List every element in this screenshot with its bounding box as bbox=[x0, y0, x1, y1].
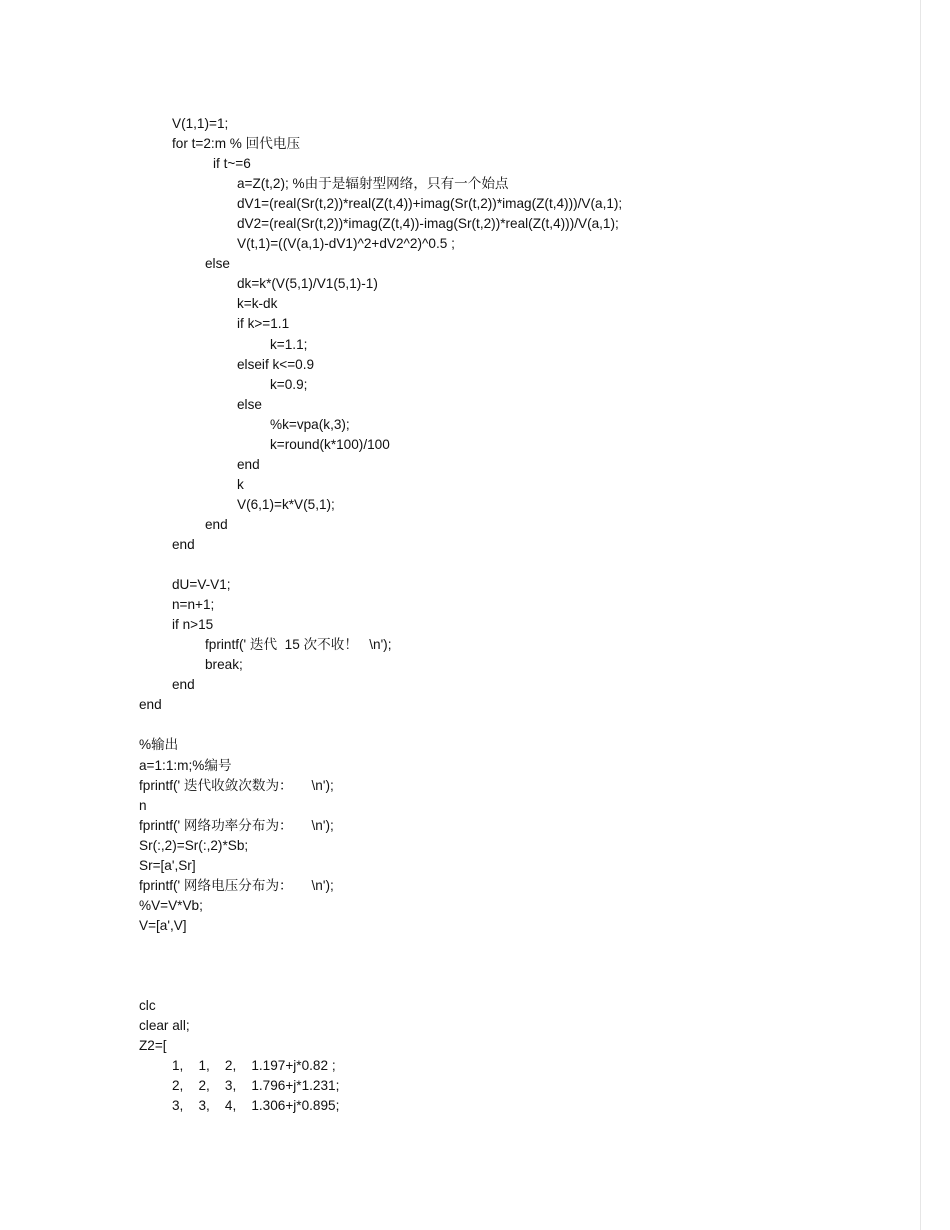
page-edge-divider bbox=[920, 0, 921, 1230]
code-line: 1, 1, 2, 1.197+j*0.82 ; bbox=[172, 1058, 336, 1074]
code-line: n=n+1; bbox=[172, 597, 215, 613]
code-line: dV1=(real(Sr(t,2))*real(Z(t,4))+imag(Sr(t,2))*imag(Z(t,4)))/V(a,1); bbox=[237, 196, 623, 212]
code-line: k=round(k*100)/100 bbox=[270, 436, 390, 452]
code-line: Sr=[a',Sr] bbox=[139, 857, 196, 873]
code-line: k=0.9; bbox=[270, 376, 308, 392]
code-line: 3, 3, 4, 1.306+j*0.895; bbox=[172, 1098, 340, 1114]
code-line: %输出 bbox=[139, 737, 179, 753]
code-line: else bbox=[205, 256, 230, 272]
code-line: V(1,1)=1; bbox=[172, 116, 229, 131]
code-line: if n>15 bbox=[172, 617, 214, 633]
code-line: V(6,1)=k*V(5,1); bbox=[237, 496, 335, 512]
code-line: k bbox=[237, 476, 244, 492]
code-line bbox=[0, 936, 900, 956]
code-line: a=1:1:m;%编号 bbox=[139, 757, 232, 773]
code-line: dk=k*(V(5,1)/V1(5,1)-1) bbox=[237, 276, 378, 292]
code-line bbox=[0, 715, 900, 735]
code-line: end bbox=[237, 456, 260, 472]
code-line: if t~=6 bbox=[213, 156, 251, 172]
code-line: end bbox=[205, 516, 228, 532]
code-line: end bbox=[139, 697, 162, 713]
code-line: end bbox=[172, 677, 195, 693]
code-line: fprintf(' 网络电压分布为： \n'); bbox=[139, 877, 334, 893]
code-line: V(t,1)=((V(a,1)-dV1)^2+dV2^2)^0.5 ; bbox=[237, 236, 455, 252]
code-line: Z2=[ bbox=[139, 1038, 167, 1054]
code-line: clc bbox=[139, 998, 156, 1014]
code-line: fprintf(' 迭代收敛次数为： \n'); bbox=[139, 777, 334, 793]
code-line bbox=[0, 956, 900, 976]
code-line: V=[a',V] bbox=[139, 917, 187, 933]
code-line: fprintf(' 网络功率分布为： \n'); bbox=[139, 817, 334, 833]
code-line: elseif k<=0.9 bbox=[237, 356, 315, 372]
code-line: end bbox=[172, 536, 195, 552]
code-line bbox=[0, 976, 900, 996]
code-line: fprintf(' 迭代 15 次不收！ \n'); bbox=[205, 637, 392, 653]
code-line: 2, 2, 3, 1.796+j*1.231; bbox=[172, 1078, 340, 1094]
code-line: else bbox=[237, 396, 262, 412]
code-line: a=Z(t,2); %由于是辐射型网络，只有一个始点 bbox=[237, 176, 509, 192]
code-line bbox=[0, 555, 900, 575]
code-line: if k>=1.1 bbox=[237, 316, 290, 332]
code-line: clear all; bbox=[139, 1018, 190, 1034]
code-line: n bbox=[139, 797, 147, 813]
code-line: %k=vpa(k,3); bbox=[270, 416, 350, 432]
code-line: for t=2:m % 回代电压 bbox=[172, 136, 301, 152]
code-line: k=k-dk bbox=[237, 296, 278, 312]
code-listing bbox=[0, 114, 900, 1116]
code-line: Sr(:,2)=Sr(:,2)*Sb; bbox=[139, 837, 249, 853]
code-line: %V=V*Vb; bbox=[139, 897, 203, 913]
code-line: break; bbox=[205, 657, 243, 673]
code-line: k=1.1; bbox=[270, 336, 308, 352]
code-line: dU=V-V1; bbox=[172, 577, 231, 593]
code-line: dV2=(real(Sr(t,2))*imag(Z(t,4))-imag(Sr(t,2))*real(Z(t,4)))/V(a,1); bbox=[237, 216, 619, 232]
